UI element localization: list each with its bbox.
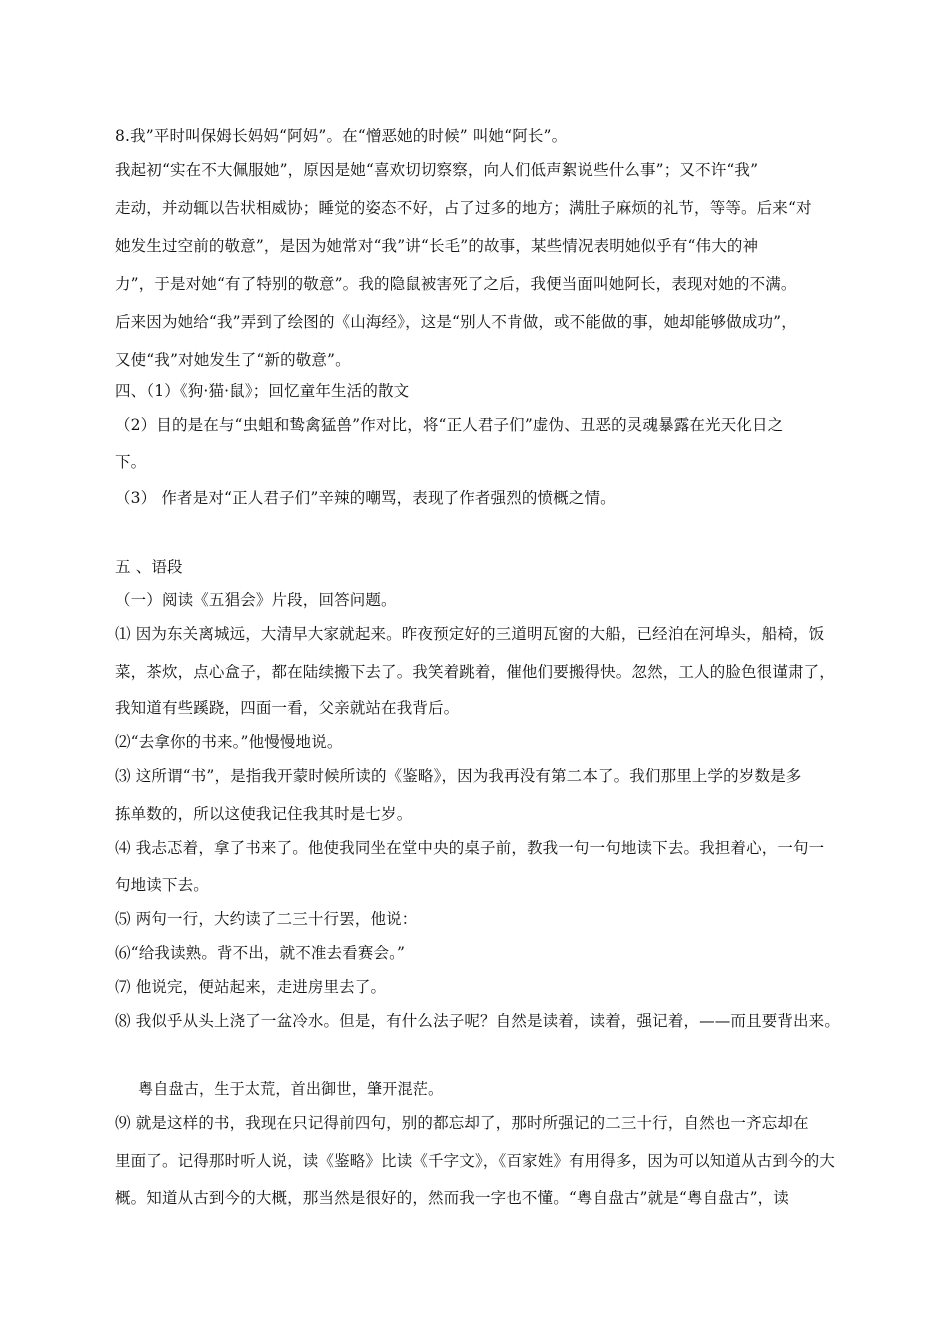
section4-item-2: （2）目的是在与“虫蛆和鸷禽猛兽”作对比，将“正人君子们”虚伪、丑恶的灵魂暴露在光天化日之 bbox=[115, 416, 784, 434]
section5-subheading: （一）阅读《五猖会》片段，回答问题。 bbox=[115, 591, 397, 609]
passage-paragraph-4-line: ⑷ 我忐忑着，拿了书来了。他使我同坐在堂中央的桌子前，教我一句一句地读下去。我担着心，一句一 bbox=[115, 839, 825, 857]
passage-paragraph-1-line: ⑴ 因为东关离城远，大清早大家就起来。昨夜预定好的三道明瓦窗的大船，已经泊在河埠头，船椅，饭 bbox=[115, 625, 825, 643]
answer8-paragraph-line: 又使“我”对她发生了“新的敬意”。 bbox=[115, 351, 351, 369]
passage-paragraph-1-line: 菜，茶炊，点心盒子，都在陆续搬下去了。我笑着跳着，催他们要搬得快。忽然，工人的脸色很谨肃了， bbox=[115, 663, 835, 681]
answer8-paragraph-line: 力”，于是对她“有了特别的敬意”。我的隐鼠被害死了之后，我便当面叫她阿长，表现对她的不满。 bbox=[115, 275, 797, 293]
section5-heading: 五 、语段 bbox=[115, 558, 183, 576]
passage-paragraph-3-line: 拣单数的，所以这使我记住我其时是七岁。 bbox=[115, 805, 413, 823]
passage-paragraph-2: ⑵“去拿你的书来。”他慢慢地说。 bbox=[115, 733, 343, 751]
passage-paragraph-1-line: 我知道有些蹊跷，四面一看，父亲就站在我背后。 bbox=[115, 699, 460, 717]
section4-item-2-continued: 下。 bbox=[115, 453, 147, 471]
passage-quote: 粤自盘古，生于太荒，首出御世，肇开混茫。 bbox=[138, 1080, 444, 1098]
answer8-paragraph-line: 她发生过空前的敬意”，是因为她常对“我”讲“长毛”的故事，某些情况表明她似乎有“伟大的神 bbox=[115, 237, 759, 255]
passage-paragraph-9-line: ⑼ 就是这样的书，我现在只记得前四句，别的都忘却了，那时所强记的二三十行，自然也一齐忘却在 bbox=[115, 1114, 809, 1132]
section4-item-3: （3） 作者是对“正人君子们”辛辣的嘲骂，表现了作者强烈的愤概之情。 bbox=[115, 489, 616, 507]
passage-paragraph-6: ⑹“给我读熟。背不出，就不准去看赛会。” bbox=[115, 944, 406, 962]
passage-paragraph-4-line: 句地读下去。 bbox=[115, 876, 209, 894]
answer8-paragraph-line: 后来因为她给“我”弄到了绘图的《山海经》，这是“别人不肯做，或不能做的事，她却能够做成功”， bbox=[115, 313, 797, 331]
passage-paragraph-9-line: 概。知道从古到今的大概，那当然是很好的，然而我一字也不懂。“粤自盘古”就是“粤自盘古”，读 bbox=[115, 1189, 789, 1207]
passage-paragraph-7: ⑺ 他说完，便站起来，走进房里去了。 bbox=[115, 978, 387, 996]
passage-paragraph-5: ⑸ 两句一行，大约读了二三十行罢，他说： bbox=[115, 910, 418, 928]
passage-paragraph-8: ⑻ 我似乎从头上浇了一盆冷水。但是，有什么法子呢？自然是读着，读着，强记着，——而且要背出来。 bbox=[115, 1012, 840, 1030]
answer8-paragraph-line: 我起初“实在不大佩服她”，原因是她“喜欢切切察察，向人们低声絮说些什么事”；又不许“我” bbox=[115, 161, 759, 179]
passage-paragraph-9-line: 里面了。记得那时听人说，读《鉴略》比读《千字文》，《百家姓》有用得多，因为可以知道从古到今的大 bbox=[115, 1152, 836, 1170]
answer8-paragraph-line: 走动，并动辄以告状相威协；睡觉的姿态不好，占了过多的地方；满肚子麻烦的礼节，等等。后来“对 bbox=[115, 199, 812, 217]
section4-item-1: 四、（1）《狗·猫·鼠》；回忆童年生活的散文 bbox=[115, 382, 410, 400]
answer8-line: 8.我”平时叫保姆长妈妈“阿妈”。在“憎恶她的时候” 叫她“阿长”。 bbox=[115, 127, 568, 145]
passage-paragraph-3-line: ⑶ 这所谓“书”，是指我开蒙时候所读的《鉴略》，因为我再没有第二本了。我们那里上学的岁数是多 bbox=[115, 767, 802, 785]
